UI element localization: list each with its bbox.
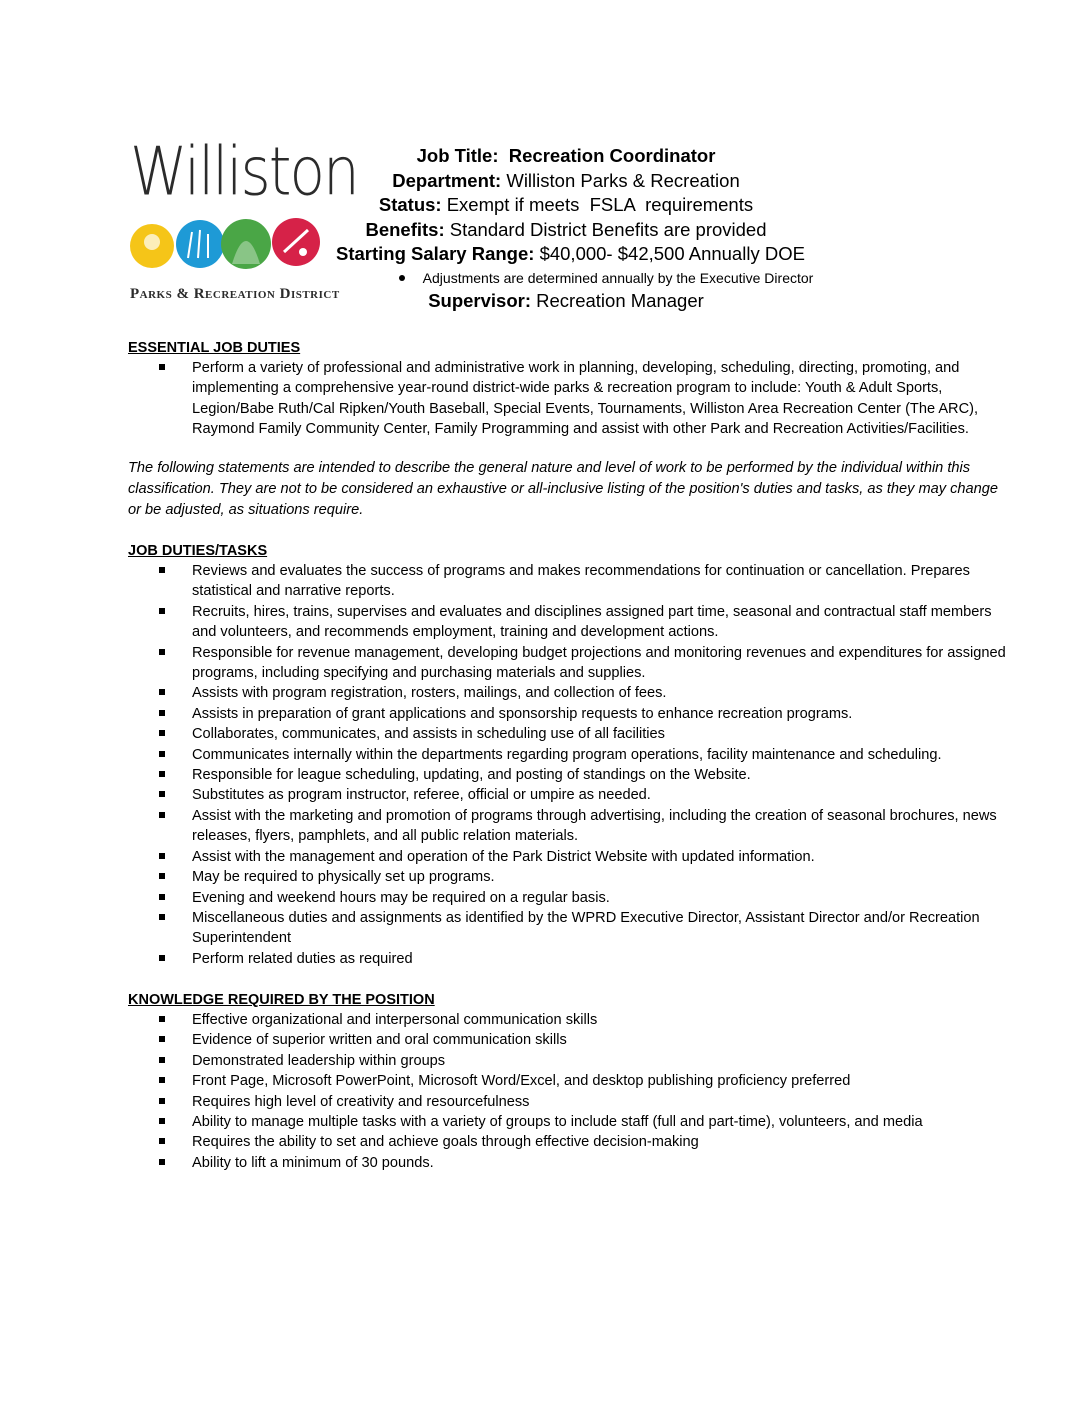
list-item: Miscellaneous duties and assignments as identified by the WPRD Executive Director, Assistant Director and/or Recreation Superintendent	[128, 908, 1008, 949]
section-heading: JOB DUTIES/TASKS	[128, 543, 268, 559]
list-item: Responsible for revenue management, developing budget projections and monitoring revenues and expenditures for assigned programs, including specifying and purchasing materials and supplies.	[128, 643, 1008, 684]
williston-logo	[128, 132, 358, 308]
list-item: Ability to manage multiple tasks with a variety of groups to include staff (full and part-time), volunteers, and media	[128, 1112, 1008, 1132]
list-item: Assists with program registration, rosters, mailings, and collection of fees.	[128, 683, 1008, 703]
list-item: Reviews and evaluates the success of programs and makes recommendations for continuation or cancellation. Prepares statistical and narrative reports.	[128, 561, 1008, 602]
section-heading: ESSENTIAL JOB DUTIES	[128, 340, 301, 356]
list-item: Evidence of superior written and oral communication skills	[128, 1030, 1008, 1050]
list-item: Effective organizational and interpersonal communication skills	[128, 1010, 1008, 1030]
list-item: Communicates internally within the departments regarding program operations, facility maintenance and scheduling.	[128, 745, 1008, 765]
status-line: Status: Exempt if meets FSLA requirements	[378, 194, 754, 215]
essential-list	[128, 358, 1008, 440]
list-item: Assists in preparation of grant applications and sponsorship requests to enhance recreation programs.	[128, 704, 1008, 724]
list-item: Requires the ability to set and achieve goals through effective decision-making	[128, 1132, 1008, 1152]
bullet-icon	[399, 275, 405, 281]
supervisor-line: Supervisor: Recreation Manager	[428, 289, 704, 311]
list-item: Substitutes as program instructor, referee, official or umpire as needed.	[128, 785, 1008, 805]
job-title-line: Job Title: Recreation Coordinator	[416, 145, 716, 166]
list-item: Collaborates, communicates, and assists in scheduling use of all facilities	[128, 724, 1008, 744]
job-title: Recreation Coordinator	[508, 145, 716, 166]
list-item: Responsible for league scheduling, updating, and posting of standings on the Website.	[128, 765, 1008, 785]
list-item: Evening and weekend hours may be required on a regular basis.	[128, 888, 1008, 908]
list-item: May be required to physically set up programs.	[128, 867, 1008, 887]
list-item: Ability to lift a minimum of 30 pounds.	[128, 1153, 1008, 1173]
job-header	[336, 144, 814, 313]
disclaimer: The following statements are intended to describe the general nature and level of work to be performed by the individual within this classification. They are not to be considered an exhaustive or all-inclusive listing of the position's duties and tasks, as they may change or be adjusted, as situations require.	[128, 460, 998, 518]
list-item: Perform a variety of professional and administrative work in planning, developing, scheduling, directing, promoting, and implementing a comprehensive year-round district-wide parks & recreation program to include: Youth & Adult Sports, Legion/Babe Ruth/Cal Ripken/Youth Baseball, Special Events, Tournaments, Williston Area Recreation Center (The ARC), Raymond Family Community Center, Family Programming and assist with other Park and Recreation Activities/Facilities.	[128, 358, 1008, 440]
section-heading: KNOWLEDGE REQUIRED BY THE POSITION	[128, 992, 435, 1008]
logo-icons	[128, 208, 334, 278]
essential-duties-section	[128, 338, 1008, 440]
knowledge-list	[128, 1010, 1008, 1173]
list-item: Demonstrated leadership within groups	[128, 1051, 1008, 1071]
salary-line: Starting Salary Range: $40,000- $42,500 Annually DOE	[336, 243, 805, 264]
job-tasks-section	[128, 541, 1008, 969]
tasks-list	[128, 561, 1008, 969]
salary-note: Adjustments are determined annually by the Executive Director	[376, 267, 836, 289]
list-item: Assist with the marketing and promotion of programs through advertising, including the creation of seasonal brochures, news releases, flyers, pamphlets, and all public relation materials.	[128, 806, 1008, 847]
list-item: Recruits, hires, trains, supervises and evaluates and disciplines assigned part time, seasonal and contractual staff members and volunteers, and recommends employment, training and development actions.	[128, 602, 1008, 643]
list-item: Perform related duties as required	[128, 949, 1008, 969]
list-item: Assist with the management and operation of the Park District Website with updated information.	[128, 847, 1008, 867]
list-item: Requires high level of creativity and resourcefulness	[128, 1092, 1008, 1112]
logo-subtitle: Parks & Recreation District	[130, 286, 340, 302]
list-item: Front Page, Microsoft PowerPoint, Microsoft Word/Excel, and desktop publishing proficiency preferred	[128, 1071, 1008, 1091]
department-line: Department: Williston Parks & Recreation	[392, 169, 740, 191]
logo-wordmark: Williston	[130, 132, 358, 211]
knowledge-section	[128, 990, 1008, 1173]
benefits-line: Benefits: Standard District Benefits are provided	[365, 218, 767, 240]
